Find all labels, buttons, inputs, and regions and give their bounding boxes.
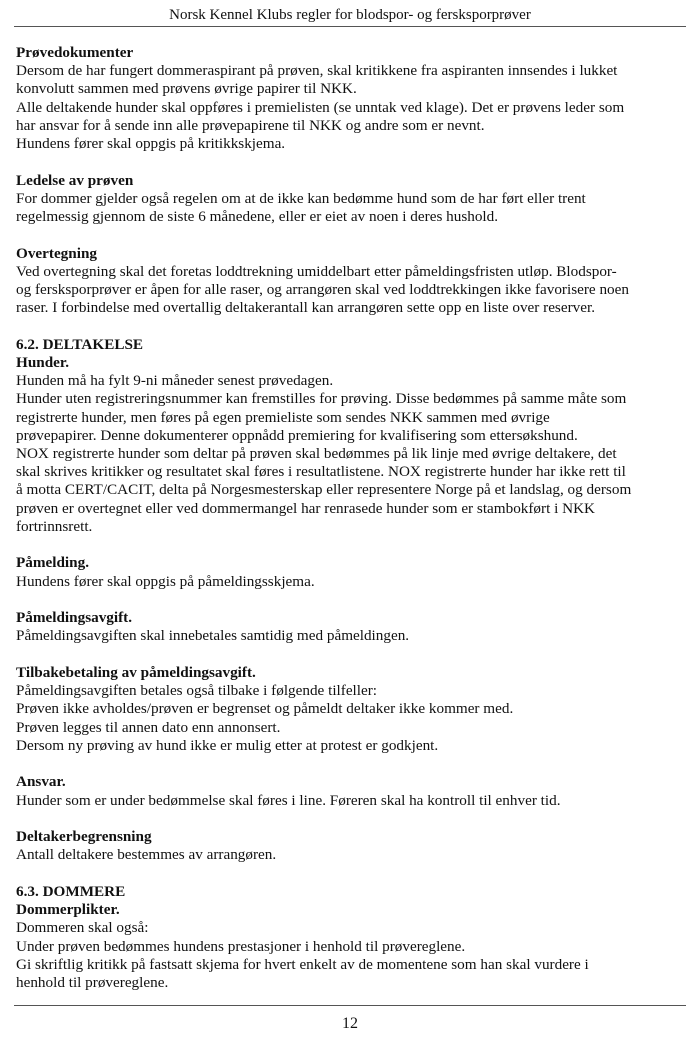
section-heading: Påmelding.: [16, 554, 89, 572]
body-line: Hunder som er under bedømmelse skal føres i line. Føreren skal ha kontroll til enhver tid.: [16, 791, 561, 809]
body-line: Alle deltakende hunder skal oppføres i premielisten (se unntak ved klage). Det er prøvens leder som: [16, 98, 625, 116]
body-line: For dommer gjelder også regelen om at de ikke kan bedømme hund som de har ført eller trent: [16, 189, 586, 207]
page-number: 12: [342, 1015, 358, 1032]
body-line: Antall deltakere bestemmes av arrangøren.: [16, 846, 277, 864]
section-heading: Overtegning: [16, 244, 97, 262]
document-body: [16, 44, 682, 992]
section-overtegning: [16, 245, 682, 318]
body-line: skal skrives kritikker og resultatet skal føres i resultatlistene. NOX registrerte hunder har ikke rett til: [16, 463, 626, 481]
body-line: Hundens fører skal oppgis på kritikkskjema.: [16, 135, 286, 153]
body-line: regelmessig gjennom de siste 6 månedene, eller er eiet av noen i deres hushold.: [16, 208, 499, 226]
body-line: Hundens fører skal oppgis på påmeldingsskjema.: [16, 572, 315, 590]
body-line: Under prøven bedømmes hundens prestasjoner i henhold til prøvereglene.: [16, 937, 466, 955]
section-heading: Prøvedokumenter: [16, 44, 134, 61]
footer-divider: [14, 1005, 686, 1006]
section-ledelse: [16, 172, 682, 227]
chapter-heading: 6.3. DOMMERE: [16, 883, 126, 901]
body-line: prøvepapirer. Denne dokumenterer oppnådd premiering for kvalifisering som ettersøkshund.: [16, 426, 578, 444]
body-line: Dommeren skal også:: [16, 919, 149, 937]
body-line: Prøven ikke avholdes/prøven er begrenset og påmeldt deltaker ikke kommer med.: [16, 700, 514, 718]
body-line: konvolutt sammen med prøvens øvrige papirer til NKK.: [16, 80, 357, 98]
section-heading: Deltakerbegrensning: [16, 828, 152, 846]
running-header: Norsk Kennel Klubs regler for blodspor- og fersksporprøver: [14, 6, 686, 27]
body-line: raser. I forbindelse med overtallig deltakerantall kan arrangøren sette opp en liste over reserver.: [16, 299, 595, 317]
body-line: prøven er overtegnet eller ved dommermangel har renrasede hunder som er stambokført i NKK: [16, 499, 596, 517]
section-deltakelse: [16, 336, 682, 536]
body-line: og fersksporprøver er åpen for alle raser, og arrangøren skal ved loddtrekkingen ikke favorisere noen: [16, 281, 629, 299]
body-line: Ved overtegning skal det foretas loddtrekning umiddelbart etter påmeldingsfristen utløp. Blodspor-: [16, 262, 617, 280]
body-line: Prøven legges til annen dato enn annonsert.: [16, 718, 281, 736]
section-pameldingsavgift: [16, 609, 682, 645]
section-pamelding: [16, 554, 682, 590]
body-line: Dersom de har fungert dommeraspirant på prøven, skal kritikkene fra aspiranten innsendes i lukket: [16, 62, 618, 80]
body-line: Hunder uten registreringsnummer kan fremstilles for prøving. Disse bedømmes på samme måte som: [16, 390, 627, 408]
body-line: henhold til prøvereglene.: [16, 974, 169, 992]
body-line: Dersom ny prøving av hund ikke er mulig etter at protest er godkjent.: [16, 736, 439, 754]
body-line: Påmeldingsavgiften skal innebetales samtidig med påmeldingen.: [16, 627, 410, 645]
body-line: har ansvar for å sende inn alle prøvepapirene til NKK og andre som er nevnt.: [16, 116, 485, 134]
section-heading: Påmeldingsavgift.: [16, 609, 133, 627]
body-line: registrerte hunder, men føres på egen premieliste som sendes NKK sammen med øvrige: [16, 408, 550, 426]
body-line: Påmeldingsavgiften betales også tilbake i følgende tilfeller:: [16, 682, 378, 700]
section-deltakerbegrensning: [16, 828, 682, 864]
section-heading: Ledelse av prøven: [16, 171, 134, 189]
section-heading: Tilbakebetaling av påmeldingsavgift.: [16, 664, 256, 682]
section-heading: Hunder.: [16, 354, 70, 372]
section-heading: Ansvar.: [16, 773, 66, 791]
body-line: NOX registrerte hunder som deltar på prøven skal bedømmes på lik linje med øvrige deltakere, det: [16, 445, 617, 463]
body-line: Hunden må ha fylt 9-ni måneder senest prøvedagen.: [16, 372, 334, 390]
section-dommere: [16, 883, 682, 992]
section-tilbakebetaling: [16, 664, 682, 755]
section-heading: Dommerplikter.: [16, 901, 120, 919]
section-ansvar: [16, 773, 682, 809]
body-line: Gi skriftlig kritikk på fastsatt skjema for hvert enkelt av de momentene som han skal vurdere i: [16, 955, 589, 973]
chapter-heading: 6.2. DELTAKELSE: [16, 335, 144, 353]
section-provedokumenter: [16, 44, 682, 153]
body-line: fortrinnsrett.: [16, 517, 93, 535]
body-line: å motta CERT/CACIT, delta på Norgesmesterskap eller representere Norge på et landslag, og dersom: [16, 481, 632, 499]
